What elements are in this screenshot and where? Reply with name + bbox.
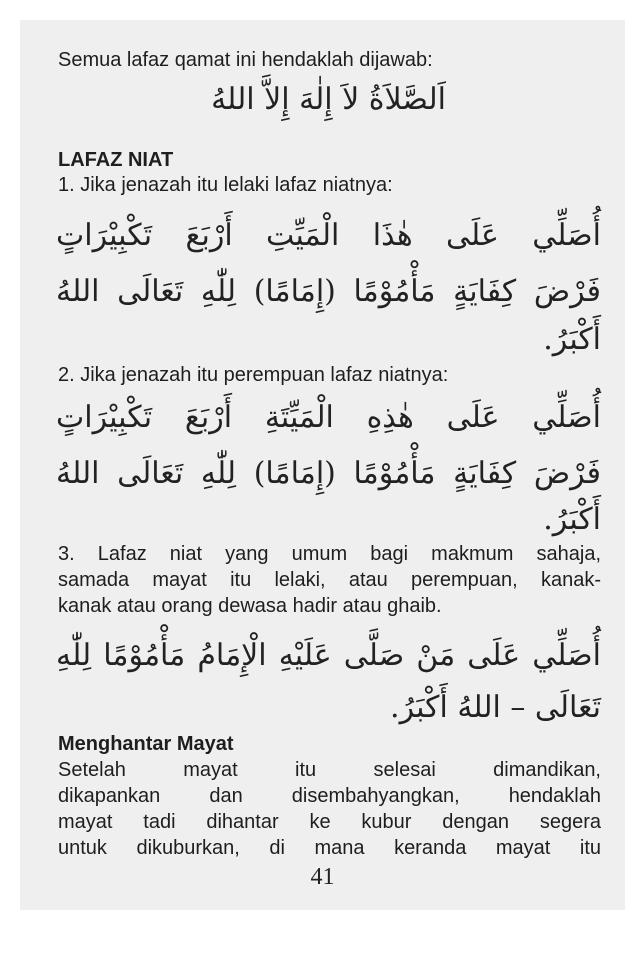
hantar-line-3: mayat tadi dihantar ke kubur dengan segera bbox=[58, 811, 601, 833]
niat-item-2-arabic-line-3: أَكْبَرُ. bbox=[543, 502, 601, 537]
niat-item-1-text: 1. Jika jenazah itu lelaki lafaz niatnya: bbox=[58, 174, 393, 196]
niat-item-3-text-line-3: kanak atau orang dewasa hadir atau ghaib. bbox=[58, 595, 442, 617]
hantar-line-1: Setelah mayat itu selesai dimandikan, bbox=[58, 759, 601, 781]
section-heading-lafaz-niat: LAFAZ NIAT bbox=[58, 149, 174, 171]
hantar-line-4: untuk dikuburkan, di mana keranda mayat itu bbox=[58, 837, 601, 859]
page-number: 41 bbox=[310, 864, 335, 890]
niat-item-2-arabic-line-1: أُصَلِّي عَلَى هٰذِهِ الْمَيِّتَةِ أَرْبَعَ تَكْبِيْرَاتٍ bbox=[56, 400, 601, 435]
book-page bbox=[20, 20, 625, 910]
niat-item-2-arabic-line-2: فَرْضَ كِفَايَةٍ مَأْمُوْمًا (إِمَامًا) لِلّٰهِ تَعَالَى اللهُ bbox=[56, 456, 601, 491]
niat-item-2-text: 2. Jika jenazah itu perempuan lafaz niatnya: bbox=[58, 364, 449, 386]
niat-item-3-arabic-line-2: تَعَالَى – اللهُ أَكْبَرُ. bbox=[390, 690, 601, 725]
niat-item-1-arabic-line-2: فَرْضَ كِفَايَةٍ مَأْمُوْمًا (إِمَامًا) لِلّٰهِ تَعَالَى اللهُ bbox=[56, 274, 601, 309]
hantar-line-2: dikapankan dan disembahyangkan, hendaklah bbox=[58, 785, 601, 807]
section-heading-menghantar-mayat: Menghantar Mayat bbox=[58, 733, 234, 755]
niat-item-3-arabic-line-1: أُصَلِّي عَلَى مَنْ صَلَّى عَلَيْهِ الْإِمَامُ مَأْمُوْمًا لِلّٰهِ bbox=[56, 638, 601, 673]
niat-item-1-arabic-line-3: أَكْبَرُ. bbox=[543, 322, 601, 357]
intro-arabic: اَلصَّلاَةُ لاَ إِلٰهَ إِلاَّ اللهُ bbox=[211, 82, 446, 117]
niat-item-1-arabic-line-1: أُصَلِّي عَلَى هٰذَا الْمَيِّتِ أَرْبَعَ تَكْبِيْرَاتٍ bbox=[56, 218, 601, 253]
niat-item-3-text-line-2: samada mayat itu lelaki, atau perempuan, kanak- bbox=[58, 569, 601, 591]
niat-item-3-text-line-1: 3. Lafaz niat yang umum bagi makmum sahaja, bbox=[58, 543, 601, 565]
intro-text: Semua lafaz qamat ini hendaklah dijawab: bbox=[58, 49, 433, 71]
